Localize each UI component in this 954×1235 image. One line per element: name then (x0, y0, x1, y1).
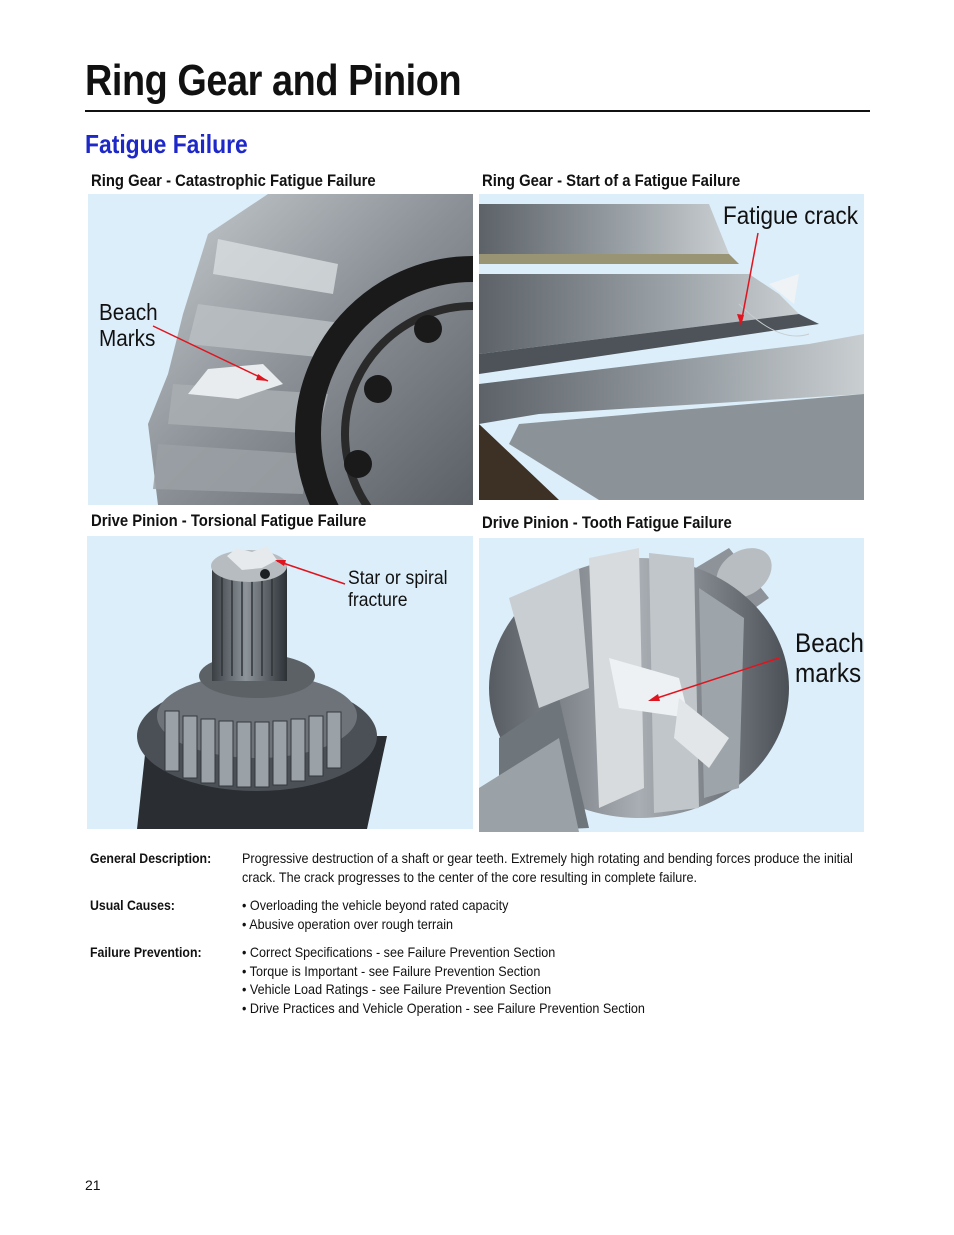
page-number: 21 (85, 1177, 101, 1193)
list-item: • Drive Practices and Vehicle Operation - see Failure Prevention Section (242, 999, 645, 1016)
list-item: • Abusive operation over rough terrain (242, 915, 454, 932)
list-item: • Torque is Important - see Failure Prevention Section (242, 962, 541, 979)
callout-star-spiral: Star or spiral fracture (348, 567, 448, 611)
title-rule (85, 110, 870, 112)
list-item: • Overloading the vehicle beyond rated capacity (242, 897, 509, 913)
callout-beach-marks-top-left: Beach Marks (99, 299, 158, 351)
callout-beach-marks-bottom-right: Beach marks (795, 628, 864, 689)
usual-causes-list (242, 896, 872, 933)
list-item: • Correct Specifications - see Failure Prevention Section (242, 944, 556, 960)
caption-top-left: Ring Gear - Catastrophic Fatigue Failure (91, 172, 376, 190)
failure-prevention-label: Failure Prevention: (90, 944, 202, 960)
general-description-label: General Description: (90, 850, 212, 866)
caption-bottom-left: Drive Pinion - Torsional Fatigue Failure (91, 512, 367, 530)
usual-causes-label: Usual Causes: (90, 897, 175, 913)
callout-fatigue-crack: Fatigue crack (723, 202, 859, 230)
caption-top-right: Ring Gear - Start of a Fatigue Failure (482, 172, 741, 190)
failure-prevention-list (242, 943, 872, 1017)
section-subtitle: Fatigue Failure (85, 129, 248, 159)
general-description-text: Progressive destruction of a shaft or gear teeth. Extremely high rotating and bending forces produce the initial crack. The crack progresses to the center of the core resulting in complete failure. (242, 850, 853, 885)
caption-bottom-right: Drive Pinion - Tooth Fatigue Failure (482, 514, 732, 532)
page-title: Ring Gear and Pinion (85, 56, 462, 105)
list-item: • Vehicle Load Ratings - see Failure Prevention Section (242, 981, 552, 997)
photo-ring-gear-start-fatigue (479, 194, 864, 500)
